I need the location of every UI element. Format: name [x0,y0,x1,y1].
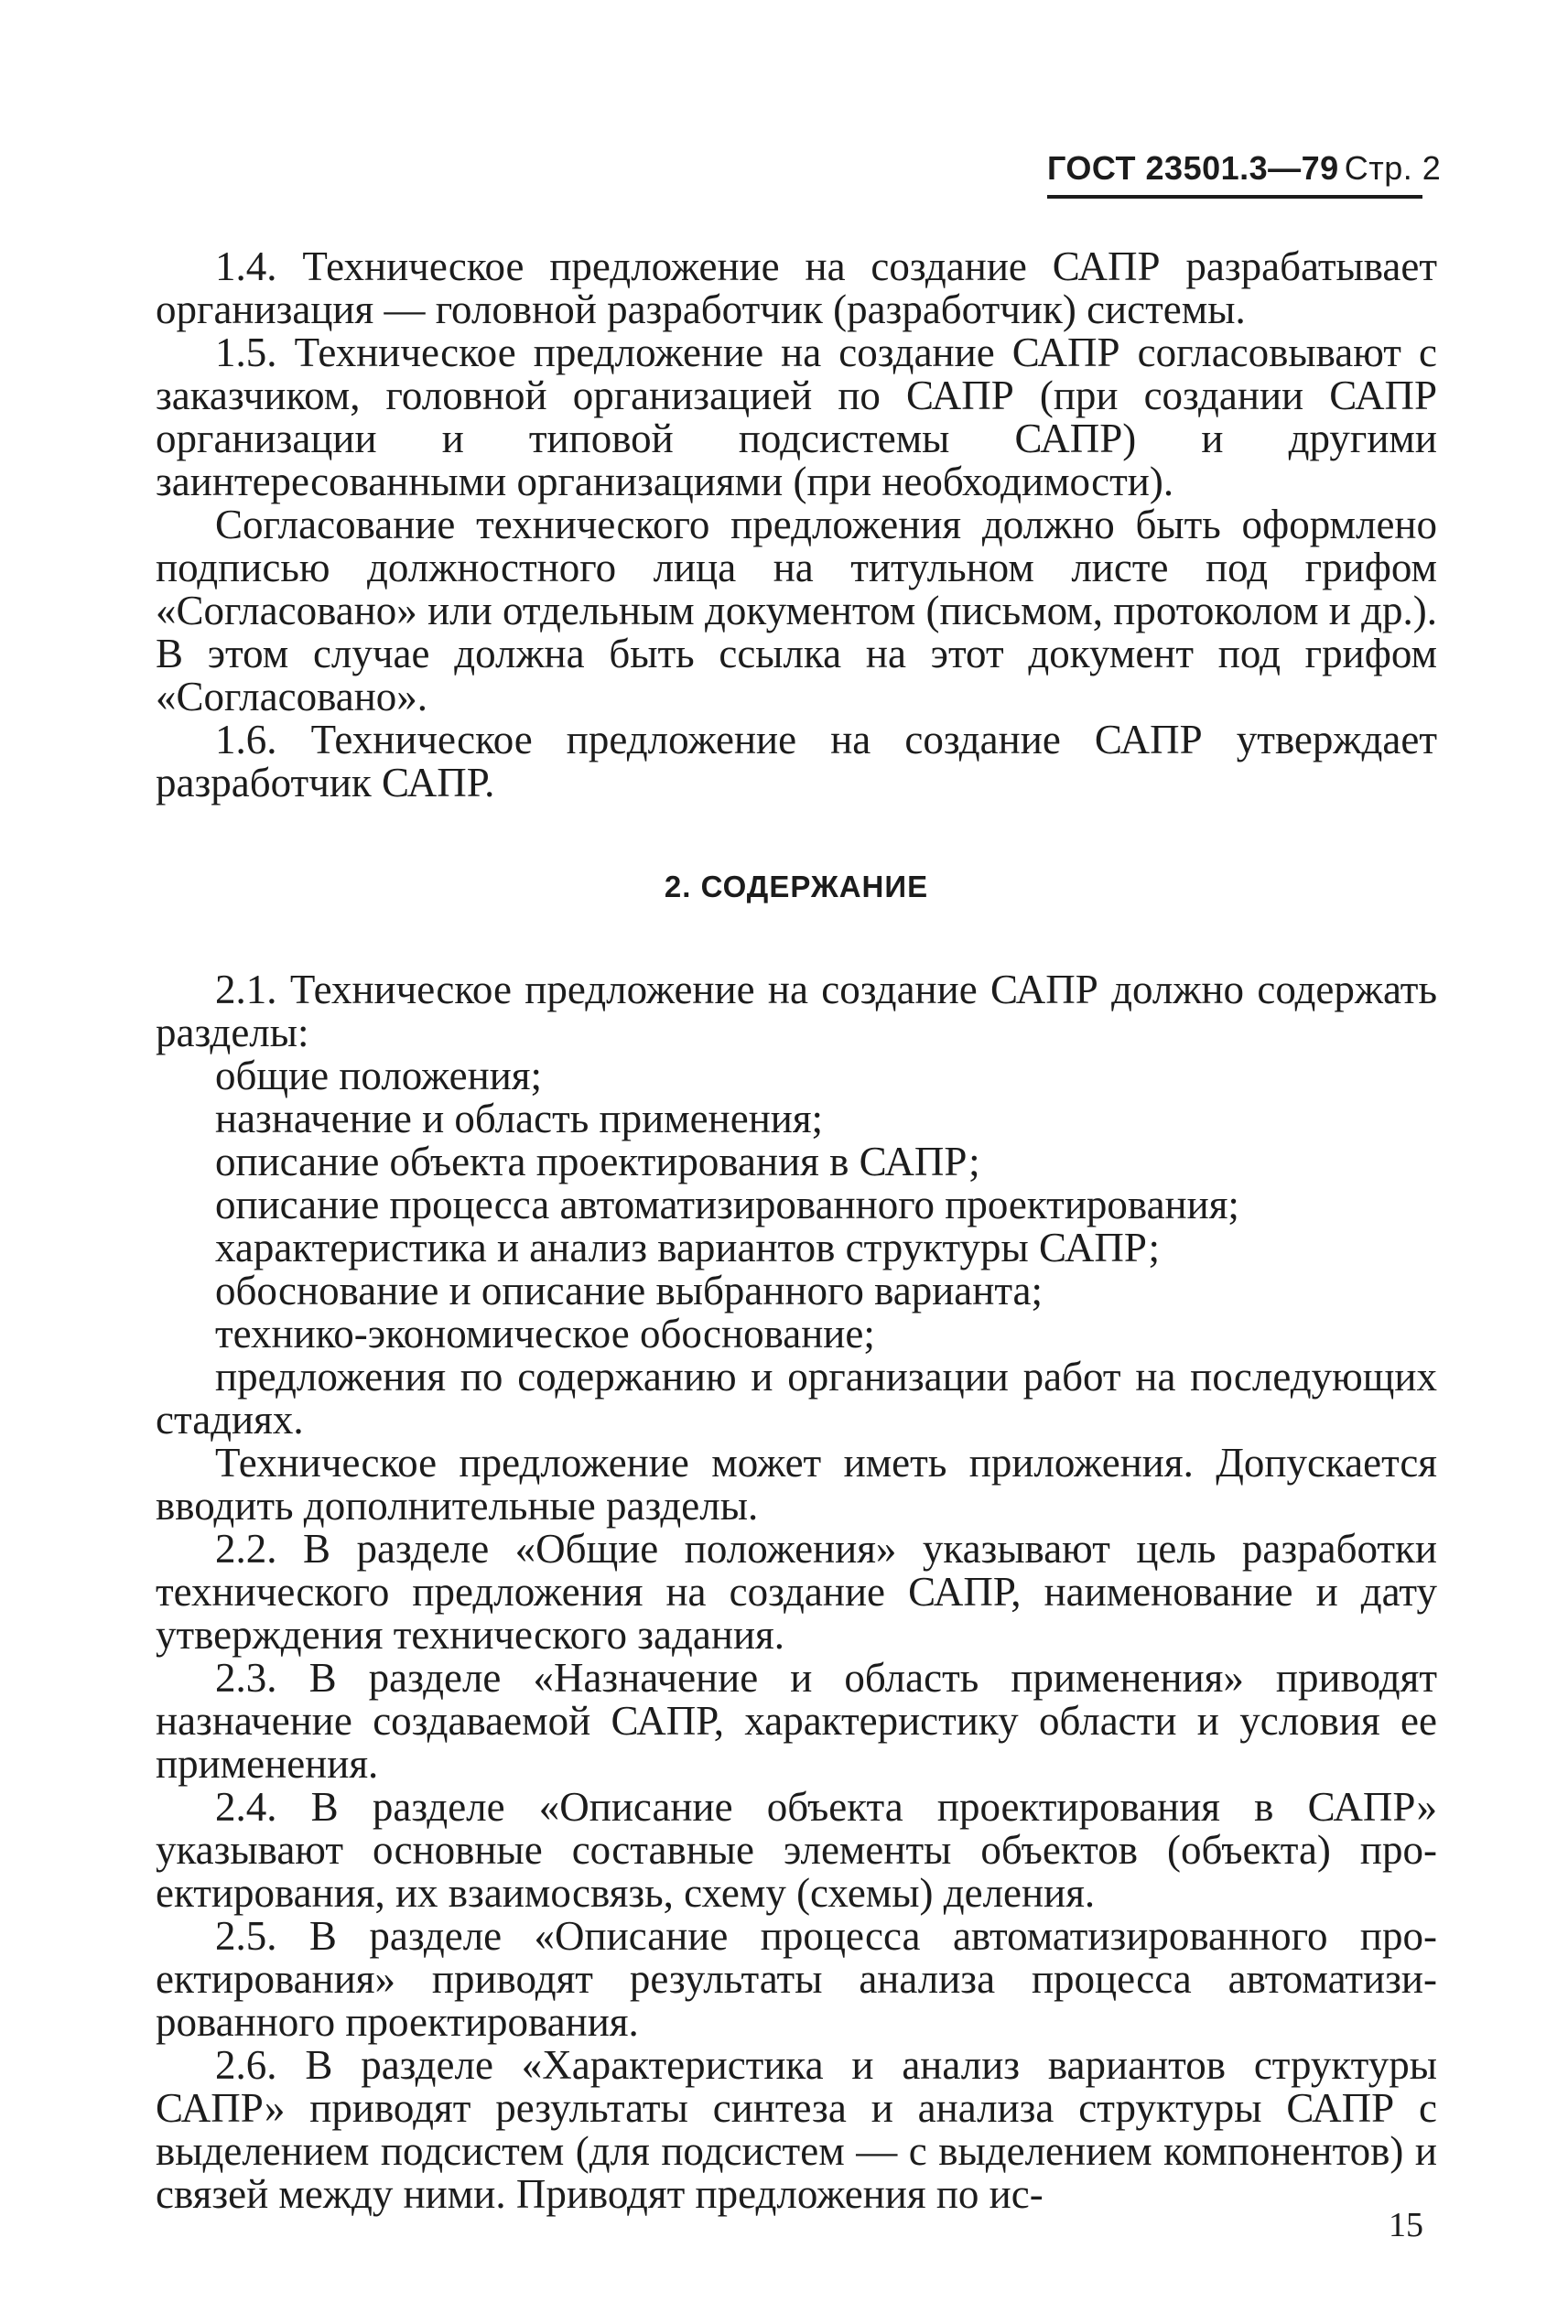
page-number: 15 [1389,2206,1423,2244]
list-item: описание процесса автоматизированного проектирования; [215,1182,1239,1227]
running-header [1047,149,1442,199]
paragraph-2-1-appendices: Техническое предложение может иметь приложения. Допускается вводить дополнительные разделы. [156,1440,1437,1529]
list-item: описание объекта проектирования в САПР; [215,1139,980,1184]
paragraph-1-4: 1.4. Техническое предложение на создание САПР разрабатывает организация — головной разработчик (разработчик) системы. [156,243,1437,332]
section-heading: 2. СОДЕРЖАНИЕ [664,870,929,903]
list-item-last: предложения по содержанию и организации работ на последующих стадиях. [156,1354,1437,1443]
page-label: Стр. 2 [1344,149,1442,187]
document-id: ГОСТ 23501.3—79 [1047,149,1339,187]
list-item: общие положения; [215,1053,543,1098]
list-item: технико-экономическое обоснование; [215,1311,875,1357]
page-body [156,245,1437,2216]
list-item: характеристика и анализ вариантов структуры САПР; [215,1225,1161,1270]
paragraph-2-5: 2.5. В разделе «Описание процесса автоматизированного проектирования» приводят результаты анализа процесса автоматизированного проектирования. [156,1913,1437,2045]
paragraph-2-6: 2.6. В разделе «Характеристика и анализ вариантов структуры САПР» приводят результаты синтеза и анализа структуры САПР с выделением подсистем (для подсистем — с выделением компонентов) и связей между ними. Приводят предложения по ис- [156,2042,1437,2217]
paragraph-2-2: 2.2. В разделе «Общие положения» указывают цель разработки технического предложения на создание САПР, наименование и дату утверждения технического задания. [156,1526,1437,1658]
paragraph-1-6: 1.6. Техническое предложение на создание САПР утверждает разработчик САПР. [156,717,1437,805]
list-item: назначение и область применения; [215,1096,824,1141]
paragraph-2-1: 2.1. Техническое предложение на создание САПР должно содержать разделы: [156,967,1437,1055]
paragraph-2-3: 2.3. В разделе «Назначение и область применения» приводят назначение создаваемой САПР, характеристику области и условия ее применения. [156,1655,1437,1787]
paragraph-2-4: 2.4. В разделе «Описание объекта проектирования в САПР» указывают основные составные элементы объектов (объекта) проектирования, их взаимосвязь, схему (схемы) деления. [156,1784,1437,1916]
list-item: обоснование и описание выбранного варианта; [215,1268,1044,1313]
paragraph-1-5: 1.5. Техническое предложение на создание САПР согласовывают с заказчиком, головной организацией по САПР (при создании САПР организации и типовой подсистемы САПР) и другими заинтересованными организациями (при необходимости). [156,330,1437,504]
paragraph-1-5-agreement: Согласование технического предложения должно быть оформлено подписью должностного лица на титульном листе под грифом «Согласовано» или отдельным документом (письмом, протоколом и др.). В этом случае должна быть ссылка на этот документ под грифом «Согласовано». [156,502,1437,719]
